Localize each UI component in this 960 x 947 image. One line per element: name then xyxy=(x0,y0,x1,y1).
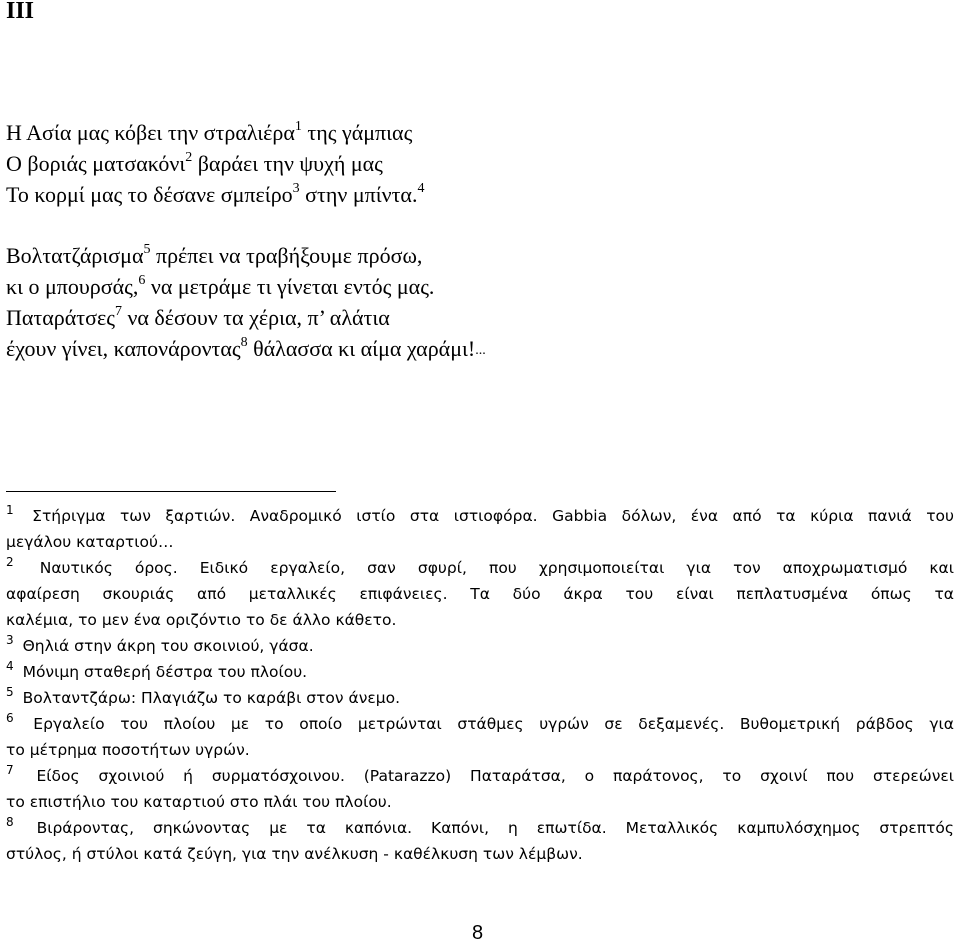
poem-text: στην μπίντα. xyxy=(299,182,418,207)
footnote-text: Είδος σχοινιού ή συρματόσχοινου. (Patarazzo) Παταράτσα, ο παράτονος, το σχοινί που στερεώνει xyxy=(36,767,954,785)
footnote-ref: 4 xyxy=(417,181,425,196)
page-number: 8 xyxy=(472,922,484,944)
poem-text: βαράει την ψυχή μας xyxy=(192,151,383,176)
footnote-6 xyxy=(6,711,954,763)
footnote-7 xyxy=(6,763,954,815)
poem xyxy=(6,117,946,364)
footnote-3 xyxy=(6,633,954,659)
footnote-ref: 1 xyxy=(294,119,302,134)
footnote-text: μεγάλου καταρτιού… xyxy=(6,533,174,551)
stanza-break xyxy=(6,210,946,240)
footnote-ref: 6 xyxy=(138,273,146,288)
poem-text: Παταράτσες xyxy=(6,305,115,330)
footnote-number: 2 xyxy=(6,555,14,569)
poem-line xyxy=(6,302,946,333)
poem-line xyxy=(6,333,946,364)
poem-text: κι ο μπουρσάς, xyxy=(6,274,139,299)
footnote-text: Μόνιμη σταθερή δέστρα του πλοίου. xyxy=(22,663,308,681)
footnote-1 xyxy=(6,503,954,555)
poem-text: να δέσουν τα χέρια, π’ αλάτια xyxy=(121,305,390,330)
footnote-text: καλέμια, το μεν ένα οριζόντιο το δε άλλο κάθετο. xyxy=(6,611,397,629)
footnotes xyxy=(6,503,954,867)
poem-text: Βολτατζάρισμα xyxy=(6,243,144,268)
footnote-text: Εργαλείο του πλοίου με το οποίο μετρώνται στάθμες υγρών σε δεξαμενές. Βυθομετρική ράβδος για xyxy=(33,715,955,733)
footnote-number: 7 xyxy=(6,763,14,777)
poem-line xyxy=(6,271,946,302)
poem-text: Ο βοριάς ματσακόνι xyxy=(6,151,186,176)
footnote-ref: 7 xyxy=(114,304,122,319)
footnote-ref: 2 xyxy=(185,150,193,165)
footnote-text: στύλος, ή στύλοι κατά ζεύγη, για την ανέλκυση - καθέλκυση των λέμβων. xyxy=(6,845,583,863)
poem-text: της γάμπιας xyxy=(301,120,413,145)
footnote-number: 3 xyxy=(6,633,14,647)
footnote-text: Στήριγμα των ξαρτιών. Αναδρομικό ιστίο στα ιστιοφόρα. Gabbia δόλων, ένα από τα κύρια πανιά του xyxy=(32,507,954,525)
ellipsis: ... xyxy=(475,343,486,358)
footnote-text: Θηλιά στην άκρη του σκοινιού, γάσα. xyxy=(22,637,314,655)
footnote-number: 6 xyxy=(6,711,14,725)
poem-text: Η Ασία μας κόβει την στραλιέρα xyxy=(6,120,295,145)
poem-line xyxy=(6,179,946,210)
footnote-text: Βιράροντας, σηκώνοντας με τα καπόνια. Καπόνι, η επωτίδα. Μεταλλικός καμπυλόσχημος στρεπτός xyxy=(36,819,954,837)
footnote-text: το μέτρημα ποσοτήτων υγρών. xyxy=(6,741,250,759)
poem-line xyxy=(6,240,946,271)
poem-line xyxy=(6,117,946,148)
footnote-number: 4 xyxy=(6,659,14,673)
footnote-ref: 3 xyxy=(292,181,300,196)
footnote-4 xyxy=(6,659,954,685)
footnote-number: 8 xyxy=(6,815,14,829)
poem-text: θάλασσα κι αίμα χαράμι! xyxy=(247,336,476,361)
poem-line xyxy=(6,148,946,179)
footnote-ref: 8 xyxy=(240,335,248,350)
footnote-8 xyxy=(6,815,954,867)
section-heading: III xyxy=(6,0,35,24)
poem-text: Το κορμί μας το δέσανε σμπείρο xyxy=(6,182,293,207)
footnote-text: Βολταντζάρω: Πλαγιάζω το καράβι στον άνεμο. xyxy=(22,689,401,707)
footnote-text: το επιστήλιο του καταρτιού στο πλάι του πλοίου. xyxy=(6,793,392,811)
footnote-5 xyxy=(6,685,954,711)
footnote-number: 1 xyxy=(6,503,14,517)
poem-text: να μετράμε τι γίνεται εντός μας. xyxy=(145,274,435,299)
poem-text: πρέπει να τραβήξουμε πρόσω, xyxy=(150,243,423,268)
footnote-number: 5 xyxy=(6,685,14,699)
footnote-separator xyxy=(6,491,336,492)
poem-text: έχουν γίνει, καπονάροντας xyxy=(6,336,241,361)
footnote-2 xyxy=(6,555,954,633)
footnote-text: Ναυτικός όρος. Ειδικό εργαλείο, σαν σφυρί, που χρησιμοποιείται για τον αποχρωματισμό και xyxy=(39,559,954,577)
footnote-ref: 5 xyxy=(143,242,151,257)
footnote-text: αφαίρεση σκουριάς από μεταλλικές επιφάνειες. Τα δύο άκρα του είναι πεπλατυσμένα όπως τα xyxy=(6,585,954,603)
